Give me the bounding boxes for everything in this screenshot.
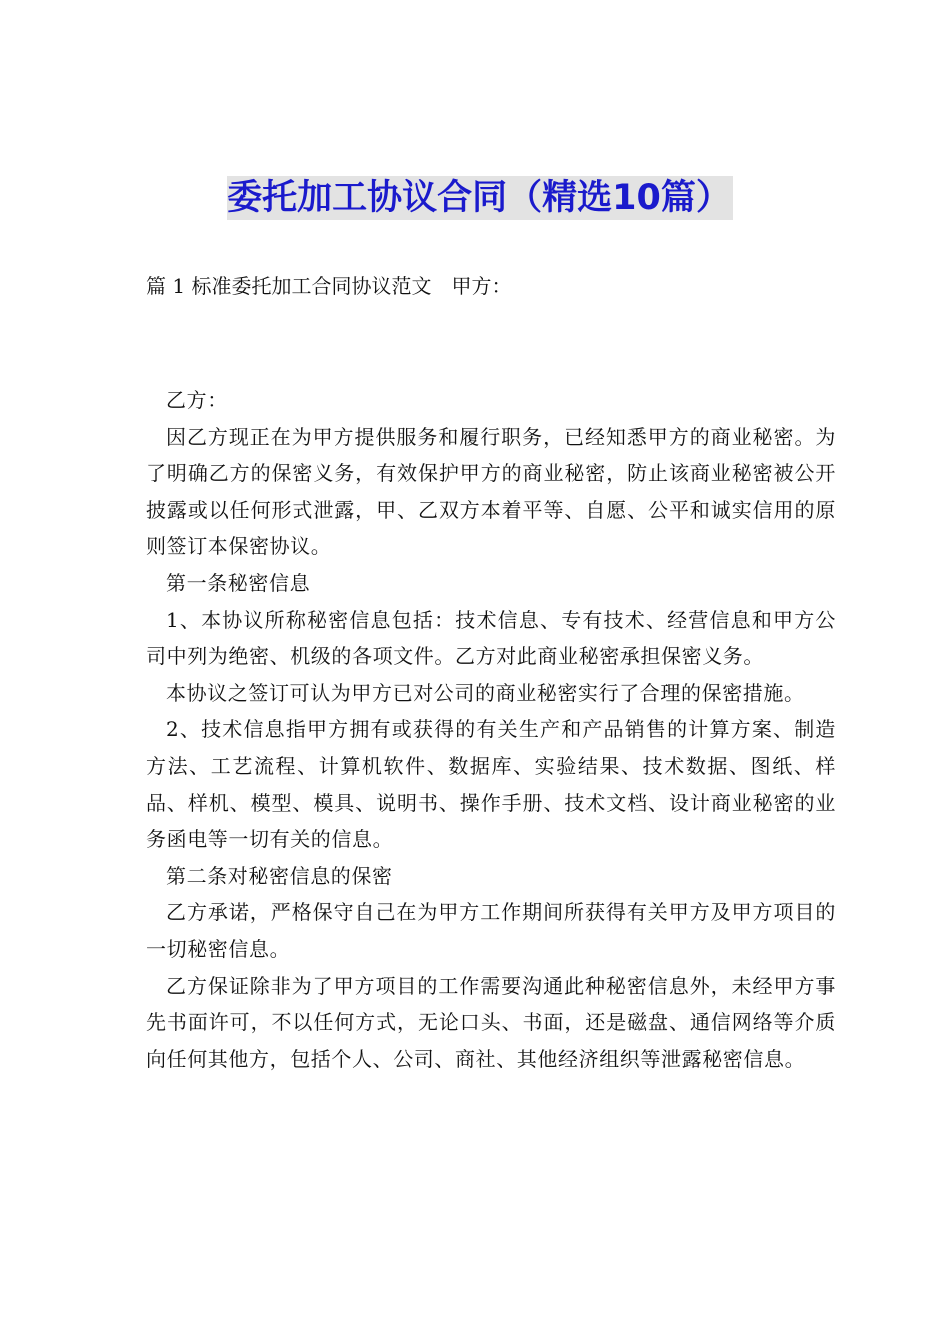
paragraph: 2、技术信息指甲方拥有或获得的有关生产和产品销售的计算方案、制造方法、工艺流程、计算机软件、数据库、实验结果、技术数据、图纸、样品、样机、模型、模具、说明书、操作手册、技术文档、设计商业秘密的业务函电等一切有关的信息。 xyxy=(146,717,836,852)
paragraph: 1、本协议所称秘密信息包括：技术信息、专有技术、经营信息和甲方公司中列为绝密、机级的各项文件。乙方对此商业秘密承担保密义务。 xyxy=(146,607,836,669)
document-title: 委托加工协议合同（精选10篇） xyxy=(227,178,731,218)
document-body xyxy=(146,382,836,1077)
paragraph: 本协议之签订可认为甲方已对公司的商业秘密实行了合理的保密措施。 xyxy=(166,680,805,705)
paragraph: 乙方保证除非为了甲方项目的工作需要沟通此种秘密信息外，未经甲方事先书面许可，不以任何方式，无论口头、书面，还是磁盘、通信网络等介质向任何其他方，包括个人、公司、商社、其他经济组织等泄露秘密信息。 xyxy=(146,973,836,1071)
paragraph: 因乙方现正在为甲方提供服务和履行职务，已经知悉甲方的商业秘密。为了明确乙方的保密义务，有效保护甲方的商业秘密，防止该商业秘密被公开披露或以任何形式泄露，甲、乙双方本着平等、自愿、公平和诚实信用的原则签订本保密协议。 xyxy=(146,424,836,559)
section-heading: 第一条秘密信息 xyxy=(166,570,311,595)
section-heading: 第二条对秘密信息的保密 xyxy=(166,863,393,888)
title-container xyxy=(0,176,950,220)
paragraph: 乙方承诺，严格保守自己在为甲方工作期间所获得有关甲方及甲方项目的一切秘密信息。 xyxy=(146,900,836,961)
paragraph: 乙方： xyxy=(166,388,228,412)
document-subtitle: 篇 1 标准委托加工合同协议范文 甲方： xyxy=(146,274,512,298)
